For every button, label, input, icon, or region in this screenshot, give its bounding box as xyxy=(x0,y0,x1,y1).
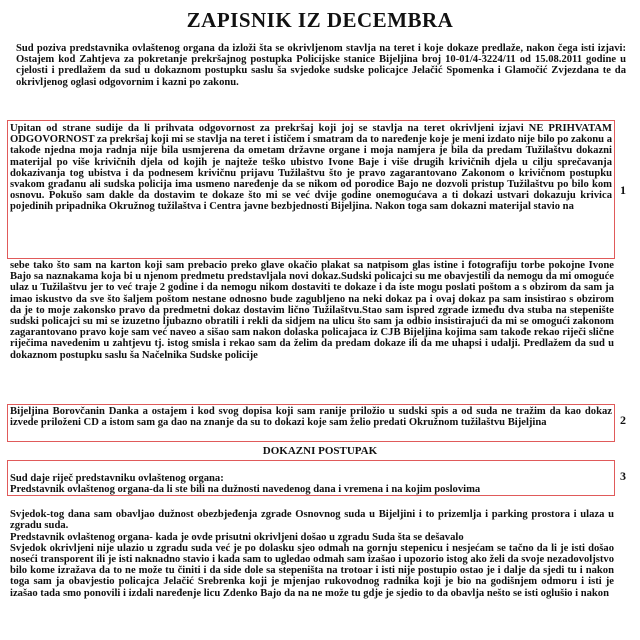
document-title: ZAPISNIK IZ DECEMBRA xyxy=(186,8,454,32)
marker-3: 3 xyxy=(620,469,626,483)
statement-boxed-3-text: Sud daje riječ predstavniku ovlaštenog organa: Predstavnik ovlaštenog organa-da li ste bili na dužnosti navedenog dana i vremena i na kojim poslovima xyxy=(10,473,481,496)
section-heading: DOKAZNI POSTUPAK xyxy=(262,445,378,457)
marker-2: 2 xyxy=(620,413,626,427)
statement-continued xyxy=(10,260,614,361)
statement-boxed-2-text: Bijeljina Borovčanin Danka a ostajem i kod svog dopisa koji sam ranije priložio u sudski spis a od suda ne tražim da kao dokaz izvede priloženi CD a istom sam ga dao na znanje da su to dokazi koje sam želio predati Okružnom tužilaštvu Bijeljina xyxy=(10,406,612,429)
statement-boxed-1 xyxy=(10,123,612,213)
statement-continued-text: sebe tako što sam na karton koji sam prebacio preko glave okačio plakat sa natpisom glas istine i fotografiju torbe pokojne Ivone Bajo sa naznakama koja bi u njenom predmetu predstavljala novi dokaz.Sudski policajci su me obavjestili da nemogu da mi omoguće ulaz u Tužilaštvu jer to već traje 2 godine i da nemogu nikom dostaviti te dokaze i da iste mogu poslati poštom a s obzirom da sam ja imao iskustvo da sve što šaljem poštom nestane odnosno bude zagubljeno na neki dokaz pa i ovaj dokaz pa sam insistirao s obzirom da je to moje zakonsko pravo da predmetni dokaz dostavim lično Tužilaštvu.Stao sam ispred zgrade između dva stuba na stepenište sudski policajci su mi se izuzetno ljubazno obratili i rekli da sidjem na ulicu što sam ja odbio insistirajući da mi se omogući zakonom zagarantovano pravo koje sam već naveo a sišao sam nakon dolaska policajaca iz CJB Bijeljina kojima sam takođe rekao riječi slične riječima navedenim u zahtjevu tj. istog smisla i rekao sam da želim da predam dokaze ili da me uhapsi i udalji. Predlažem da sud u dokaznom postupku saslu ša Načelnika Sudske policije xyxy=(10,260,614,361)
intro-paragraph xyxy=(16,43,626,88)
intro-text: Sud poziva predstavnika ovlaštenog organa da izloži šta se okrivljenom stavlja na teret i koje dokaze predlaže, nakon čega isti izjavi: Ostajem kod Zahtjeva za pokretanje prekršajnog postupka Policijske stanice Bijeljina broj 10-01/4-3224/11 od 15.08.2011 godine u cjelosti i predlažem da sud u dokaznom postupku saslu ša svjedoke sudske policajce Jelačić Spomenka i Glamočić Zvjezdana te da okrivljenog oglasi odgovornim i kazni po zakonu. xyxy=(16,43,626,88)
marker-1: 1 xyxy=(620,183,626,197)
body-after-section xyxy=(10,498,614,610)
statement-boxed-2 xyxy=(10,406,612,428)
body-after-text: Svjedok-tog dana sam obavljao dužnost obezbjeđenja zgrade Osnovnog suda u Bijeljini i to prizemlja i parking prostora i ulaza u zgradu suda. Predstavnik ovlaštenog organa- kada je ovde prisutni okrivljeni došao u zgradu Suda šta se dešavalo Svjedok okrivljeni nije ulazio u zgradu suda već je po dolasku sjeo odmah na gornju stepenicu i nesjećam se tačno da li je isti došao noseći transporent ili je isti naknadno stavio i kada sam to ugledao odmah sam izašao i upozorio istog ako želi da svoje nezadovoljstvo bilo kome izražava da to ne može tu činiti i da side dole sa stepeništa na trotoar i isti nije postupio ostao je i dalje da sjedi tu i nakon toga sam ja obavjestio policajca Jelačić Srebrenka koji je mjenjao rukovodnog radnika koji je bio na godišnjem odmoru i isti je izašao tada smo ponovili i izdali naređenje licu Zdenko Bajo da na ne može tu gdje je sjedio to da obavlja nešto se isti oglušio i nakon xyxy=(10,509,614,599)
statement-boxed-1-text: Upitan od strane sudije da li prihvata odgovornost za prekršaj koji joj se stavlja na teret okrivljeni izjavi NE PRIHVATAM ODGOVORNOST za prekršaj koji mi se stavlja na teret i ističem i smatram da to naređenje koje je meni izdato nije bilo po zakonu a takođe njedna moja radnja nije bila usmjerena da ometam državne organe i moja namjera je bila da predam Tužilaštvu dokazni materijal po više krivičnih djela od kojih je najteže teško ubistvo Ivone Baje i više drugih krivičnih djela u cilju sprečavanja dokazivanja tog ubistva i da podnesem krivičnu prijavu Tužilaštvu što je pravo zagarantovano Zakonom o krivičnom postupku svakom građanu ali sudska policija ima usmeno naređenje da se nikom od porodice Bajo ne dozvoli pristup Tužilaštvu po bilo kom osnovu. Pokušo sam dakle da dostavim te dokaze što mi se već dvije godine onemogućava a ti dokazi ustvari dokazuju krivica pojedinih pripadnika Okružnog tužilaštva i Centra javne bezbjednosti Bijeljina. Nakon toga sam dokazni materijal stavio na xyxy=(10,123,612,213)
